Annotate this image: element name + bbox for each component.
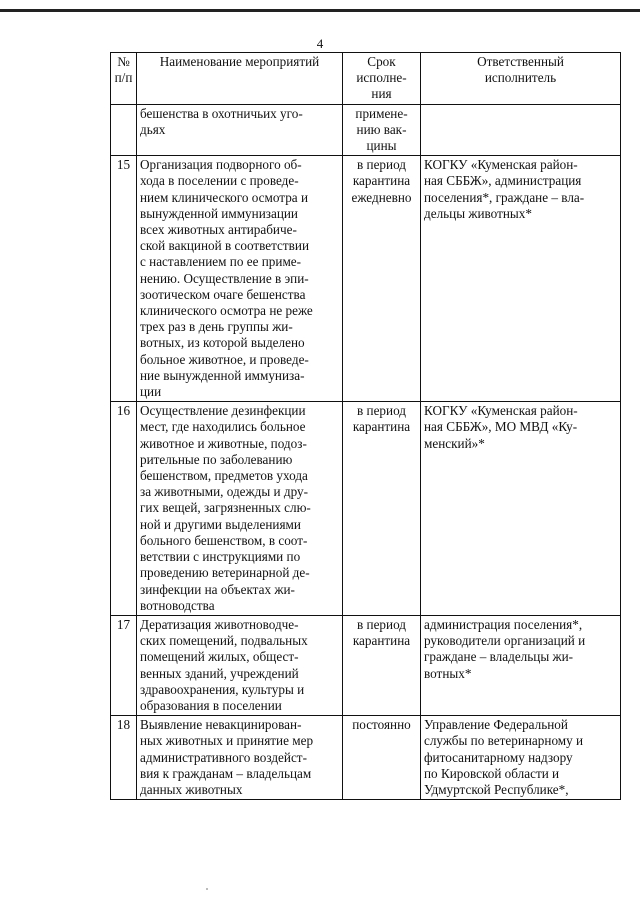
- scan-speck: [206, 888, 208, 890]
- cell-name: Дератизация животноводче- ских помещений, подвальных помещений жилых, общест- венных зданий, учреждений здравоохранения, культуры и образования в поселении: [137, 615, 343, 715]
- table-row: [111, 716, 621, 800]
- cell-term: примене- нию вак- цины: [343, 104, 421, 156]
- cell-responsible: КОГКУ «Куменская район- ная СББЖ», МО МВД «Ку- менский»*: [421, 402, 621, 616]
- top-rule: [0, 9, 640, 12]
- table-header-row: [111, 53, 621, 105]
- cell-num: 16: [111, 402, 137, 616]
- header-num: № п/п: [111, 53, 137, 105]
- cell-responsible: КОГКУ «Куменская район- ная СББЖ», администрация поселения*, граждане – вла- дельцы животных*: [421, 156, 621, 402]
- table-row-continuation: [111, 104, 621, 156]
- cell-term: постоянно: [343, 716, 421, 800]
- table-row: [111, 156, 621, 402]
- page-number: 4: [316, 36, 324, 51]
- cell-term: в период карантина ежедневно: [343, 156, 421, 402]
- cell-num: 17: [111, 615, 137, 715]
- cell-num: 18: [111, 716, 137, 800]
- header-name: Наименование мероприятий: [137, 53, 343, 105]
- cell-term: в период карантина: [343, 402, 421, 616]
- cell-name: бешенства в охотничьих уго- дьях: [137, 104, 343, 156]
- cell-num: [111, 104, 137, 156]
- cell-name: Осуществление дезинфекции мест, где находились больное животное и животные, подоз- рительные по заболеванию бешенством, предметов ухода за животными, одежды и дру- гих вещей, загрязненных слю- ной и другими выделениями больного бешенством, в соот- ветствии с инструкциями по проведению ветеринарной де- зинфекции на объектах жи- вотноводства: [137, 402, 343, 616]
- header-responsible: Ответственный исполнитель: [421, 53, 621, 105]
- table-row: [111, 615, 621, 715]
- table-row: [111, 402, 621, 616]
- cell-responsible: Управление Федеральной службы по ветеринарному и фитосанитарному надзору по Кировской области и Удмуртской Республике*,: [421, 716, 621, 800]
- measures-table: [110, 52, 621, 800]
- cell-responsible: [421, 104, 621, 156]
- header-term: Срок исполне- ния: [343, 53, 421, 105]
- cell-name: Выявление невакцинирован- ных животных и принятие мер административного воздейст- вия к гражданам – владельцам данных животных: [137, 716, 343, 800]
- cell-name: Организация подворного об- хода в поселении с проведе- нием клинического осмотра и вынужденной иммунизации всех животных антирабиче- ской вакциной в соответствии с наставлением по ее приме- нению. Осуществление в эпи- зоотическом очаге бешенства клинического осмотра не реже трех раз в день группы жи- вотных, из которой выделено больное животное, и проведе- ние вынужденной иммуниза- ции: [137, 156, 343, 402]
- cell-term: в период карантина: [343, 615, 421, 715]
- cell-responsible: администрация поселения*, руководители организаций и граждане – владельцы жи- вотных*: [421, 615, 621, 715]
- cell-num: 15: [111, 156, 137, 402]
